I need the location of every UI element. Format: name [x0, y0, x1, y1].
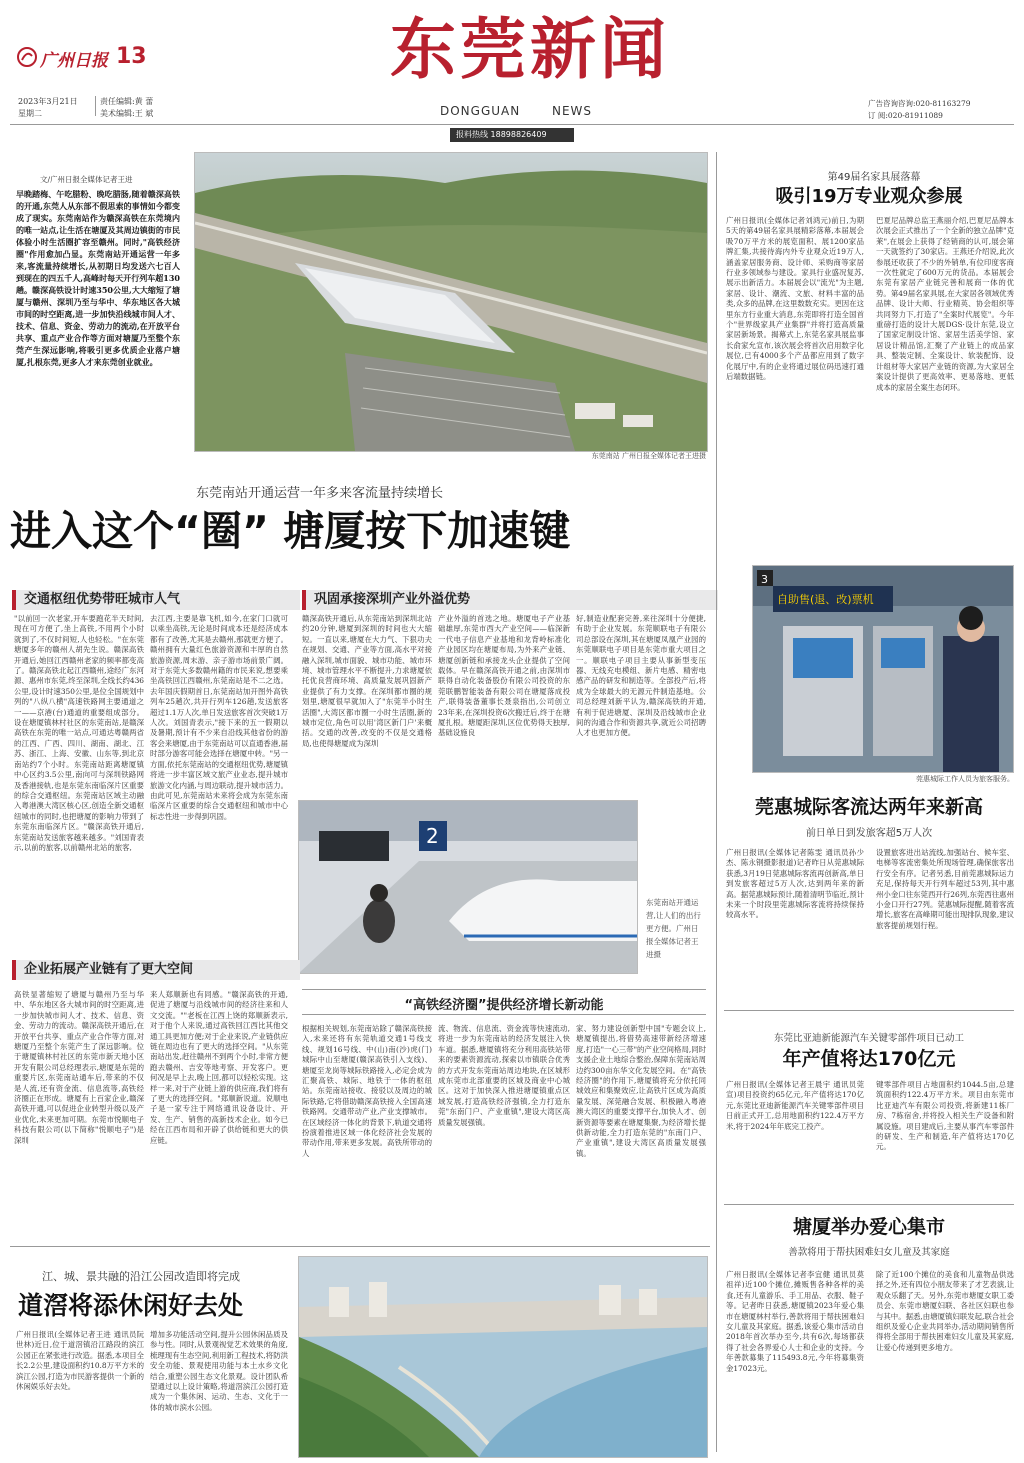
article4-col-2: 除了近100个摊位的美食和儿童物品供选择之外,还有四位小朋友带来了才艺表演,让观众乐翻了天。另外,东莞市塘厦女职工委员会、东莞市塘厦妇联、各社区妇联也参与其中。据悉,由塘厦镇妇联发起,联合社会组织及爱心企业共同举办,活动期间销售所得将全部用于帮扶困难妇女儿童及其家庭,让爱心传递到更多地方。 — [876, 1270, 1014, 1352]
article2-subhead: 前日单日到发旅客超5万人次 — [805, 828, 933, 839]
article4-col-1: 广州日报讯(全媒体记者李宜健 通讯员莫祖祥)近100个摊位,摊贩售各种各样的美食,还有儿童游乐、手工用品、衣服、鞋子等。记者昨日获悉,塘厦镇2023年爱心集市在塘厦林村举行,善款将用于帮扶困难妇女儿童及其家庭。据悉,该爱心集市活动自2018年首次举办至今,共有6次,每场都获得了社会各界爱心人士和企业的支持。今年善款募集了115493.8元,今年将募集资金17023元。 — [726, 1270, 864, 1373]
article2-col-1: 广州日报讯(全媒体记者陈雯 通讯员孙少杰、陈永钢摄影报道)记者昨日从莞惠城际获悉,3月19日莞惠城际客流再创新高,单日到发旅客超过5万人次,达到两年来的新高。据莞惠城际预计,随着清明节临近,预计未来一个时段里莞惠城际客流将持续保持较高水平。 — [726, 848, 864, 920]
main-story-lead: 早晚踏梅、午吃腊粉、晚吃腊肠,随着赣深高铁的开通,东莞人从东部不假思索的事情如今都变成了现实。东莞南站作为赣深高铁在东莞境内的唯一站点,让生活在塘厦及其周边镇街的市民体验小时生活圈扩容至赣州。同时,"高铁经济圈"作用愈加凸显。东莞南站开通运营一年多来,客流量持续增长,从初期日均发送六七百人到现在的四五千人,高峰时每天开行列车超130趟。赣深高铁设计时速350公里,大大缩短了塘厦与赣州、深圳乃至与华中、华东地区各大城市间的时空距离,进一步加快沿线城市间人才、技术、信息、资金、劳动力的流动,在开放平台共享、重点产业合作等方面对塘厦乃至整个东莞产生深远影响,将吸引更多优质企业落户塘厦,扎根东莞,更多人才来东莞创业就业。 — [16, 189, 180, 367]
article4-subhead: 善款将用于帮扶困难妇女儿童及其家庭 — [788, 1247, 950, 1258]
section-header-3: 企业拓展产业链有了更大空间 — [12, 960, 300, 980]
article2-photo-caption: 莞惠城际工作人员为旅客服务。 — [916, 775, 1014, 783]
newspaper-name: 广州日报 — [40, 51, 108, 71]
svg-text:3: 3 — [761, 573, 768, 586]
section-header-2: 巩固承接深圳产业外溢优势 — [302, 590, 718, 610]
issue-weekday: 星期二 — [18, 109, 42, 118]
page-title: 东莞新闻 — [390, 10, 670, 88]
train-photo-caption: 东莞南站开通运营,让人们的出行更方便。广州日报全媒体记者王进摄 — [646, 898, 701, 959]
river-park-photo — [298, 1256, 708, 1458]
title-english-2: NEWS — [552, 104, 593, 118]
body-col-7: 来人郑顺新也有同感。"赣深高铁的开通,促进了塘厦与沿线城市间的经济往来和人文交流。""老板在江西上饶的郑顺新表示,对于他个人来说,通过高铁回江西比其他交通工具更加方便;对于企业来说,产业链供应链在周边也有了更大的选择空间。"从东莞南站出发,赶往赣州不到两个小时,非常方便跑去赣州、吉安等地考察、开发客户。更何况是早上去,晚上回,都可以轻松实现。这样一来,对于产业链上游的供应商,我们将有了更大的选择空间。"郑顺新说道。说顺电子是一家专注于网络通讯设备设计、开发、生产、销售的高新技术企业。如今已经在江西布局和开辟了供给链和更大的供应链。 — [150, 990, 288, 1145]
article1-col-1: 广州日报讯(全媒体记者刘鸿元)前日,为期5天的第49届名家具展精彩落幕,本届展会吸70万平方米的展览面积、展1200家品牌汇集,共接待海内外专业观众近19万人,涵盖家居服务商、设计师、采购商等家居行业多领域参与建设。家具行业盛况复苏,展示出新活力。本届展会以"流光"为主题,家居、设计、潮流、文旅、材料丰富的品类,众多的品牌,在这里数数充实。更因在这里东方行业重大消息,东莞即将打造全国首个"世界级家具产业集群"并将打造高质量家居新场景。揭幕式上,东莞名家具展监事长俞家允宣布,该次展会将首次启用数字化展位,已有4000多个产品都应用到了数字化展厅中,有的企业将通过展位码迅速打通后端数据链。 — [726, 216, 864, 382]
title-english-1: DONGGUAN — [440, 104, 521, 118]
train-platform-photo — [298, 800, 638, 974]
body-col-5: 好,制造业配套完善,来往深圳十分便捷,有助于企业发展。东莞顺联电子有限公司总部设在深圳,其在塘厦凤凰产业园的东莞顺联电子项目是东莞市重大项目之一。顺联电子项目主要从事新型变压器、无线充电模组、新片电感、精密电感产品的研发和制造等。全部投产后,将成为全球最大的无源元件制造基地。公司总经理刘新平认为,赣深高铁的开通,有利于促进塘厦、深圳及沿线城市企业间的沟通合作和资源共享,就近公司招聘人才也更加方便。 — [576, 614, 706, 738]
article4-headline: 塘厦举办爱心集市 — [792, 1216, 945, 1238]
article1-headline: 吸引19万专业观众参展 — [775, 186, 963, 207]
body-col-6: 高铁显著缩短了塘厦与赣州乃至与华中、华东地区各大城市间的时空距离,进一步加快城市间人才、技术、信息、资金、劳动力的流动。赣深高铁开通后,在开放平台共享、重点产业合作等方面,对塘厦乃至整个东莞产生了深远影响。位于塘厦镇林村社区的东莞市新天地小区开发有限公司总经理表示,塘厦是东莞的重要片区,东莞南站通车后,带来的不仅是人流,还有资金流、信息流等,高铁经济圈正在形成。塘厦有上百家企业,赣深高铁开通,可以促进企业转型升级以及产业优化,未来更加可期。东莞市悦顺电子科技有限公司(以下简称"悦顺电子")是深圳 — [14, 990, 144, 1145]
ad-phone: 广告咨询咨询:020-81163279 — [868, 99, 971, 108]
aerial-photo-caption: 东莞南站 广州日报全媒体记者王进摄 — [591, 452, 706, 460]
daojiao-col-1: 广州日报讯(全媒体记者王进 通讯员阮世林)近日,位于道滘镇沿江路段的滨江公园正在紧张进行改造。据悉,本项目全长2.2公里,建设面积约10.8万平方米的滨江公园,打造为市民游客提供一个新的休闲娱乐好去处。 — [16, 1330, 144, 1392]
section-header-1: 交通枢纽优势带旺城市人气 — [12, 590, 300, 610]
article1-col-2: 巴夏尼品牌总监王燕丽介绍,巴夏尼品牌本次展会正式推出了一个全新的独立品牌"克莱",在展会上获得了经销商的认可,展会第一天就签约了30家店。王燕还介绍说,此次参展还收获了不少的外销单,有位印度客商一次性就定了600万元的货品。本届展会东莞有家居产业链完善和展商一体的优势。第49届名家具展,在大家居各领域优秀品牌、设计大师、行业精英、协会组织等共同努力下,打造了"全案时代展览"。今年重磅打造的设计大展DGS·设计东莞,设立了国家定制设计馆、家居生活美学馆、家居设计精品馆,汇聚了产业链上的成品家具、整装定制、全案设计、软装配饰、设计组材等大家居产业链的资源,为大家居全案设计提供了更高效率、更易落地、更低成本的家居全案生态闭环。 — [876, 216, 1014, 392]
masthead-divider — [10, 124, 1014, 125]
body-col-10: 家、努力建设创新型中国"专题会议上,塘厦镇提出,将借势高速带新经济增速度,打造"一心三带"的产业空间格局,同时支援企业土地综合整治,保障东莞南站周边约300亩东华文化发展空间。在"高铁经济圈"的作用下,塘厦镇将充分依托同城效应和集聚效应,让高铁片区成为高质量发展、深莞融合发展、积极融入粤港澳大湾区的重要支撑平台,加快人才、创新资源等要素在塘厦集聚,为经济增长提供新动能,全力打造东莞的"东南门户、产业重镇",建设大湾区高质量发展强镇。 — [576, 1024, 706, 1158]
svg-text:自助售(退、改)票机: 自助售(退、改)票机 — [777, 593, 874, 606]
article2-col-2: 设置旅客进出站流线,加强站台、候车室、电梯等客流密集处所现场管理,确保旅客出行安全有序。记者另悉,目前莞惠城际运力充足,保持每天开行列车超过53列,其中惠州小金口往东莞西开行26列,东莞西往惠州小金口开行27列。莞惠城际提醒,随着客流增长,旅客在高峰期可能出现排队现象,建议旅客提前规划行程。 — [876, 848, 1014, 930]
body-col-1: "以前回一次老家,开车要跑花半天时间,现在可方便了,坐上高铁,不用两个小时就到了,不仅时间短,人也轻松。"在东莞塘厦多年的赣州人胡先生说。赣深高铁开通后,她回江西赣州老家的频率都变高了。赣深高铁北起江西赣州,途经广东河源、惠州市东莞,终至深圳,全线长约436公里,设计时速350公里,是位全国规划中列的"八纵八横"高速铁路网主要通道之一——京港(台)通道的重要组成部分。设在塘厦镇林村社区的东莞南站,是赣深高铁在东莞的唯一站点,可通达粤赣两省的江西、广西、四川、湖南、湖北、江苏、浙江、上海、安徽、山东等,到北京南站约7个小时。东莞南站距离塘厦镇中心区约3.5公里,南向可与深圳铁路网及香港接轨,也是东莞东南临深片区重要的综合交通枢纽。东莞南站区域主动融入粤港澳大湾区核心区,创造全新交通枢纽城市的同时,也把塘厦的影响力带到了东莞东南临深片区。"赣深高铁开通后,东莞南站发送旅客越来越多。"刘国青表示,以前的旅客,以前赣州北站的旅客, — [14, 614, 144, 852]
editor: 责任编辑:黄 蕾 — [100, 97, 154, 106]
issue-date: 2023年3月21日 — [18, 97, 78, 106]
article1-kicker: 第49届名家具展落幕 — [827, 172, 921, 183]
hotline: 报料热线 18898826409 — [456, 130, 547, 139]
daojiao-kicker: 江、城、景共融的沿江公园改造即将完成 — [42, 1270, 240, 1283]
body-col-4: 产业外溢的首选之地。塘厦电子产业基础雄厚,东莞市西大产业空间——临深新一代电子信息产业基地和龙背岭标准化产业园区均在塘厦布局,为外来产业链、塘厦创新链和承接龙头企业提供了空间载体。早在赣深高铁开通之前,由深圳市联得自动化装备股份有限公司投资的东莞联鹏智能装备有限公司在塘厦落成投产,联得装备董事长聂泉指出,公司创立23年来,在深圳投资6次搬迁后,终于在塘厦扎根。塘厦距深圳,区位优势得天独厚,基础设施良 — [438, 614, 570, 738]
body-col-3: 赣深高铁开通后,从东莞南站到深圳北站约20分钟,塘厦到深圳的时间也大大缩短。一直以来,塘厦在大力气、下狠功夫在规划、交通、产业等方面,高水平对接融入深圳,城市面貌、城市功能、城市环境、城市管理水平不断提升,力求塘厦依托优良营商环境、高质量发展巩固新产业提供了有力支撑。在深圳都市圈的规划里,塘厦很早就加入了"东莞半小时生活圈",大湾区都市圈一小时生活圈,新的城市定位,角色可以用'湾区新门户'来概括。交通的改善,改变的不仅是交通格局,也使得塘厦成为深圳 — [302, 614, 432, 748]
page-number: 13 — [116, 44, 147, 69]
body-col-8: 根据相关规划,东莞南站除了赣深高铁接入,未来还将有东莞轨道交通1号线支线、规划16号线、中(山)南(沙)虎(门)城际中山至塘厦(赣深高铁引入支线)、塘厦至龙岗等城际铁路接入,必定会成为汇聚高铁、城际、地铁于一体的枢纽站。东莞南站接收、接驳以及周边的城际铁路,它将借助赣深高铁接入全国高速铁路网。交通带动产业,产业支撑城市。在区域经济一体化的背景下,轨道交通将扮演着推进区域一体化经济社会发展的带动作用,带来更多发展。高铁所带动的人 — [302, 1024, 432, 1158]
ticket-machine-photo — [752, 565, 1014, 773]
main-story-byline: 文/广州日报全媒体记者王进 — [40, 175, 133, 184]
svg-text:2: 2 — [426, 824, 439, 848]
article2-headline: 莞惠城际客流达两年来新高 — [754, 796, 983, 818]
body-col-9: 流、物流、信息流、资金流等快速流动,将进一步为东莞南站的经济发展注入快车道。据悉,塘厦镇将充分利用高铁站带来的要素资源流动,探索以市镇联合优秀的方式开发东莞南站周边地块,在区城形成东莞市北部重要的区城及商业中心城区。这对于加快深入推进塘厦镇重点区域发展,打造高铁经济强镇,全力打造东莞"东南门户、产业重镇",建设大湾区高质量发展强镇。 — [438, 1024, 570, 1127]
section-header-4: “高铁经济圈”提供经济增长新动能 — [404, 998, 604, 1013]
logo-mark-icon — [16, 46, 38, 68]
aerial-station-photo — [194, 152, 708, 452]
subscribe-phone: 订 阅:020-81911089 — [868, 111, 943, 120]
daojiao-headline: 道滘将添休闲好去处 — [18, 1291, 244, 1320]
article3-kicker: 东莞比亚迪新能源汽车关键零部件项目已动工 — [773, 1033, 964, 1044]
article3-col-2: 键零部件项目占地面积约1044.5亩,总建筑面积约122.4万平方米。项目由东莞市比亚迪汽车有限公司投资,将新建11栋厂房、7栋宿舍,并将投入相关生产设备和附属设施。项目建成后,主要从事汽车零部件的研发、生产和制造,年产值将达170亿元。 — [876, 1080, 1014, 1152]
daojiao-col-2: 增加多功能活动空间,提升公园休闲品质及参与性。同时,从景观视觉艺术效果的角度,梳理现有生态空间,利用新工程技术,将防洪安全功能、景观使用功能与本土水乡文化结合,重塑公园生态文化景观。设计团队希望通过以上设计策略,将道滘滨江公园打造成为一个集休闲、运动、生态、文化于一体的城市滨水公园。 — [150, 1330, 288, 1412]
main-kicker: 东莞南站开通运营一年多来客流量持续增长 — [196, 486, 444, 501]
art-editor: 美术编辑:王 斌 — [100, 109, 154, 118]
article3-col-1: 广州日报讯(全媒体记者王晨宇 通讯员莞宣)项目投资约65亿元,年产值将达170亿元,东莞比亚迪新能源汽车关键零部件项目日前正式开工,总用地面积约122.4万平方米,将于2024年年底完工投产。 — [726, 1080, 864, 1131]
main-headline: 进入这个“圈” 塘厦按下加速键 — [10, 507, 571, 555]
article3-headline: 年产值将达170亿元 — [782, 1048, 956, 1070]
body-col-2: 去江西,主要是靠飞机,如今,在家门口就可以乘坐高铁,无论是时间成本还是经济成本都有了改善,尤其是去赣州,那就更方便了。赣州拥有大量红色旅游资源和丰厚的自然旅游资源,周末游、亲子游市场前景广阔。对于东莞大多数赣州籍的市民来说,想要乘坐高铁回江西赣州,东莞南站是不二之选。去年国庆假期首日,东莞南站加开图外高铁列车25趟次,共开行列车126趟,发送旅客超过1.1万人次,单日发送旅客首次突破1万人次。刘国青表示,"接下来的五一假期以及暑期,预计有不少来自沿线其他省份的游客会来塘厦,由于东莞南站可以直通香港,届时部分游客可能会选择在塘厦中转。"另一方面,依托东莞南站的交通枢纽优势,塘厦镇将进一步丰富区域文旅产业业态,提升城市旅游文化内涵,与周边联动,提升城市活力。由此可见,东莞南站未来将会成为东莞东南临深片区重要的综合交通枢纽和城市中心标志性进一步得到巩固。 — [150, 614, 288, 821]
newspaper-logo — [16, 44, 147, 71]
